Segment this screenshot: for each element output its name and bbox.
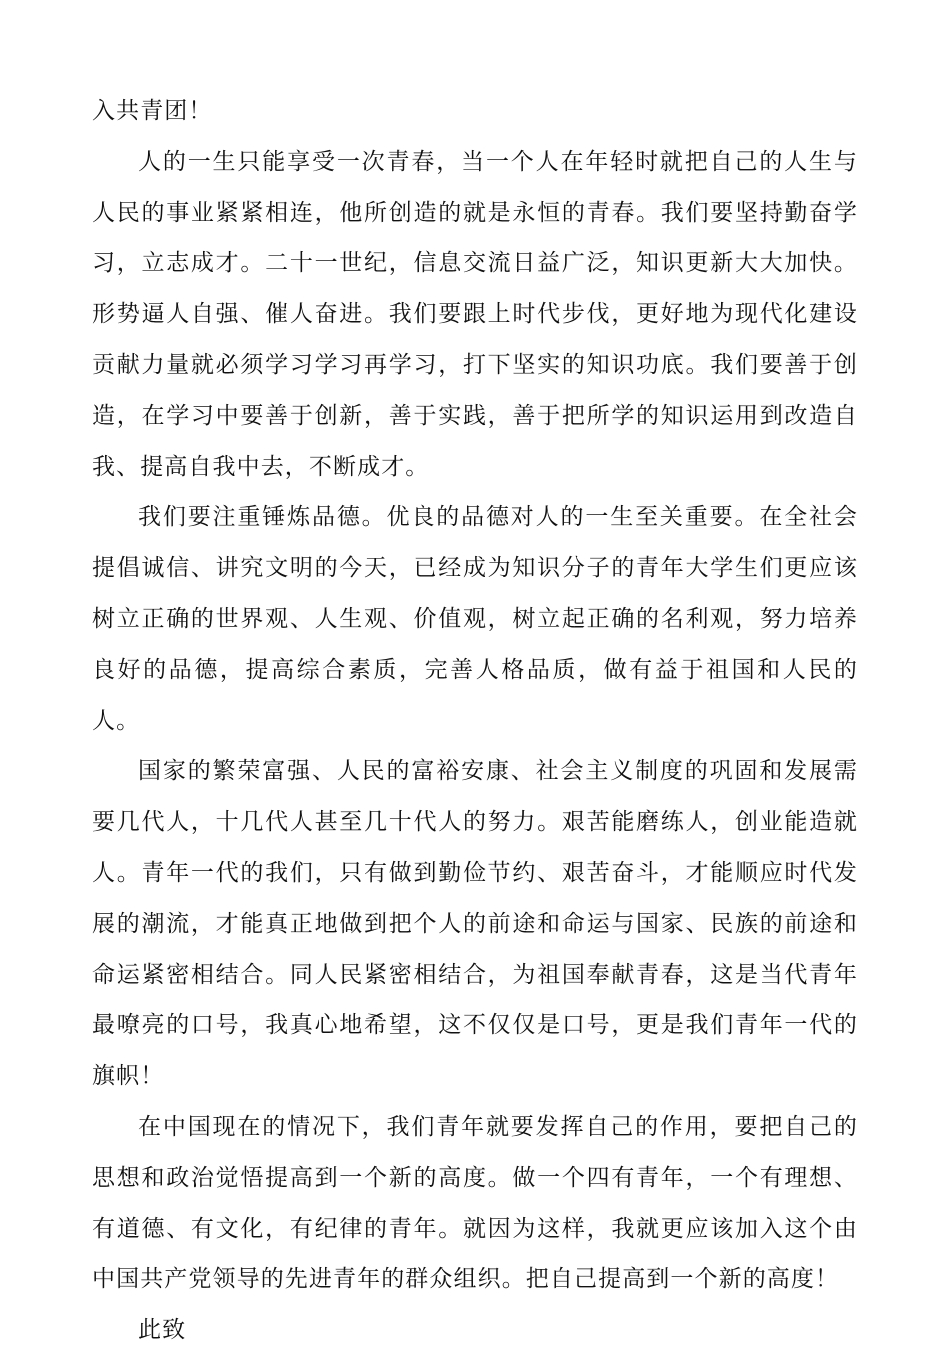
paragraph-nation: 国家的繁荣富强、人民的富裕安康、社会主义制度的巩固和发展需要几代人，十几代人甚至几十代人的努力。艰苦能磨练人，创业能造就人。青年一代的我们，只有做到勤俭节约、艰苦奋斗，才能顺应时代发展的潮流，才能真正地做到把个人的前途和命运与国家、民族的前途和命运紧密相结合。同人民紧密相结合，为祖国奉献青春，这是当代青年最嘹亮的口号，我真心地希望，这不仅仅是口号，更是我们青年一代的旗帜！ bbox=[92, 758, 858, 1090]
paragraph-continuation: 入共青团！ bbox=[92, 98, 213, 124]
paragraph-china-youth: 在中国现在的情况下，我们青年就要发挥自己的作用，要把自己的思想和政治觉悟提高到一个新的高度。做一个四有青年，一个有理想、有道德、有文化，有纪律的青年。就因为这样，我就更应该加入这个由中国共产党领导的先进青年的群众组织。把自己提高到一个新的高度！ bbox=[92, 1113, 858, 1293]
document-page bbox=[92, 86, 858, 1356]
paragraph-morality: 我们要注重锤炼品德。优良的品德对人的一生至关重要。在全社会提倡诚信、讲究文明的今天，已经成为知识分子的青年大学生们更应该树立正确的世界观、人生观、价值观，树立起正确的名利观，努力培养良好的品德，提高综合素质，完善人格品质，做有益于祖国和人民的人。 bbox=[92, 504, 858, 734]
closing-salutation: 此致 bbox=[138, 1317, 187, 1344]
paragraph-youth: 人的一生只能享受一次青春，当一个人在年轻时就把自己的人生与人民的事业紧紧相连，他所创造的就是永恒的青春。我们要坚持勤奋学习，立志成才。二十一世纪，信息交流日益广泛，知识更新大大加快。形势逼人自强、催人奋进。我们要跟上时代步伐，更好地为现代化建设贡献力量就必须学习学习再学习，打下坚实的知识功底。我们要善于创造，在学习中要善于创新，善于实践，善于把所学的知识运用到改造自我、提高自我中去，不断成才。 bbox=[92, 148, 858, 480]
